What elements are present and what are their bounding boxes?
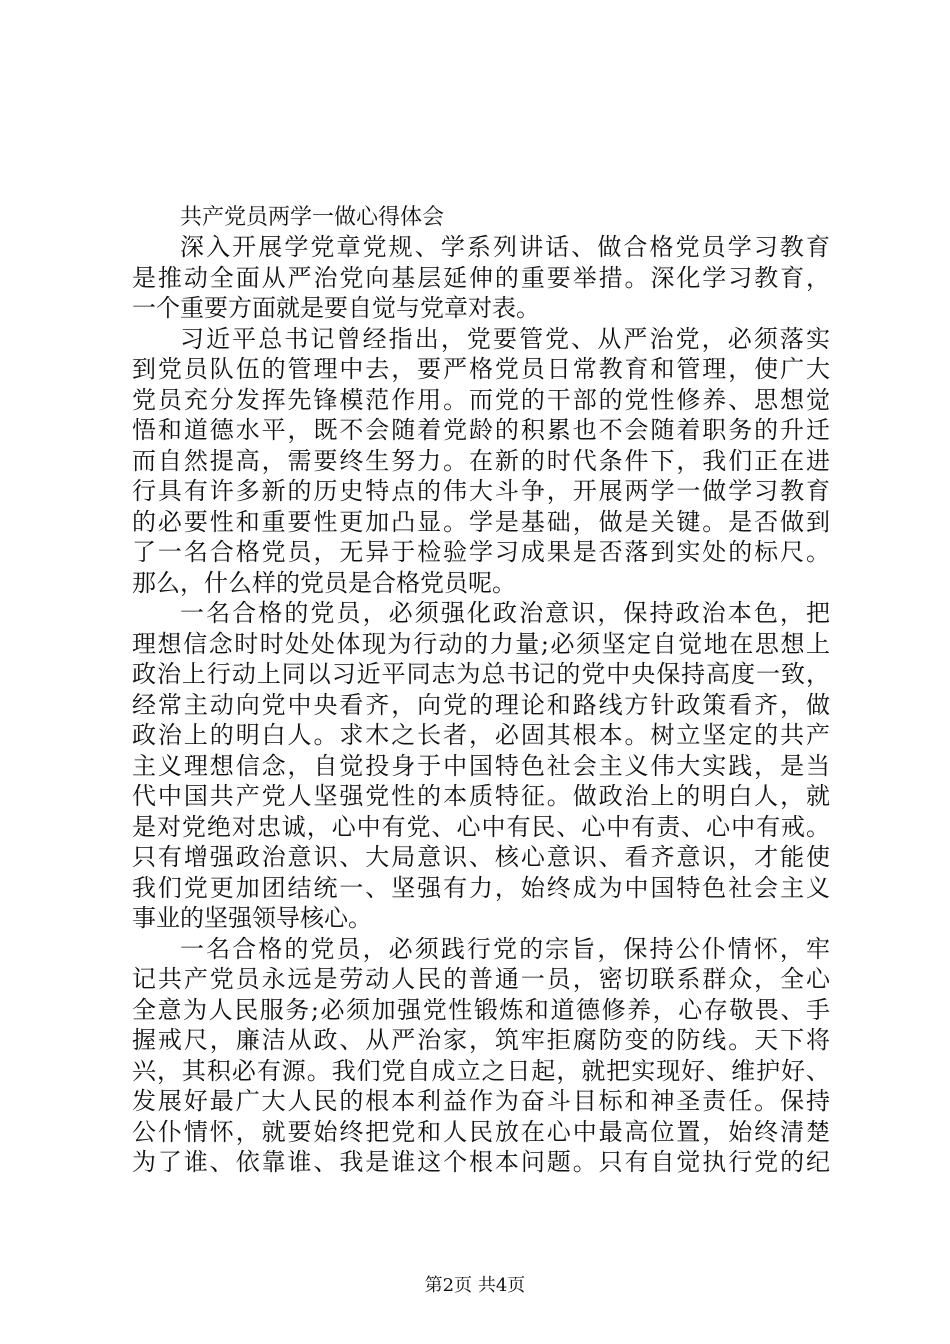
text-line: 党员充分发挥先锋模范作用。而党的干部的党性修养、思想觉 — [132, 385, 830, 414]
text-line: 我们党更加团结统一、坚强有力，始终成为中国特色社会主义 — [132, 873, 830, 902]
document-body — [132, 204, 830, 1178]
text-line: 的必要性和重要性更加凸显。学是基础，做是关键。是否做到 — [132, 507, 830, 536]
text-line: 政治上行动上同以习近平同志为总书记的党中央保持高度一致， — [132, 660, 830, 688]
text-line: 公仆情怀，就要始终把党和人民放在心中最高位置，始终清楚 — [132, 1117, 830, 1146]
text-line: 握戒尺，廉洁从政、从严治家，筑牢拒腐防变的防线。天下将 — [132, 1026, 830, 1054]
text-line: 理想信念时时处处体现为行动的力量;必须坚定自觉地在思想上 — [132, 629, 830, 658]
paragraph-list — [132, 232, 830, 1178]
text-line: 悟和道德水平，既不会随着党龄的积累也不会随着职务的升迁 — [132, 416, 830, 444]
document-title: 共产党员两学一做心得体会 — [180, 205, 445, 230]
text-line: 经常主动向党中央看齐，向党的理论和路线方针政策看齐，做 — [132, 690, 830, 719]
text-line: 是推动全面从严治党向基层延伸的重要举措。深化学习教育， — [132, 263, 830, 292]
text-line: 主义理想信念，自觉投身于中国特色社会主义伟大实践，是当 — [132, 751, 830, 780]
paragraph — [132, 598, 830, 934]
text-line: 那么，什么样的党员是合格党员呢。 — [132, 568, 516, 597]
text-line: 事业的坚强领导核心。 — [132, 904, 372, 932]
text-line: 发展好最广大人民的根本利益作为奋斗目标和神圣责任。保持 — [132, 1087, 830, 1115]
text-line: 为了谁、依靠谁、我是谁这个根本问题。只有自觉执行党的纪 — [132, 1148, 830, 1176]
text-line: 了一名合格党员，无异于检验学习成果是否落到实处的标尺。 — [132, 538, 830, 566]
text-line: 全意为人民服务;必须加强党性锻炼和道德修养，心存敬畏、手 — [132, 995, 830, 1024]
text-line: 行具有许多新的历史特点的伟大斗争，开展两学一做学习教育 — [132, 477, 830, 505]
page-footer: 第2页 共4页 — [424, 1275, 526, 1296]
paragraph — [132, 934, 830, 1178]
text-line: 到党员队伍的管理中去，要严格党员日常教育和管理，使广大 — [132, 355, 830, 383]
text-line: 只有增强政治意识、大局意识、核心意识、看齐意识，才能使 — [132, 843, 830, 871]
text-line: 深入开展学党章党规、学系列讲话、做合格党员学习教育 — [180, 233, 830, 261]
text-line: 而自然提高，需要终生努力。在新的时代条件下，我们正在进 — [132, 446, 830, 475]
text-line: 代中国共产党人坚强党性的本质特征。做政治上的明白人，就 — [132, 782, 830, 810]
text-line: 兴，其积必有源。我们党自成立之日起，就把实现好、维护好、 — [132, 1056, 830, 1085]
text-line: 记共产党员永远是劳动人民的普通一员，密切联系群众，全心 — [132, 965, 830, 993]
paragraph — [132, 324, 830, 599]
text-line: 习近平总书记曾经指出，党要管党、从严治党，必须落实 — [180, 324, 830, 353]
text-line: 一名合格的党员，必须强化政治意识，保持政治本色，把 — [180, 599, 830, 627]
text-line: 一名合格的党员，必须践行党的宗旨，保持公仆情怀，牢 — [180, 934, 830, 963]
paragraph — [132, 232, 830, 324]
text-line: 一个重要方面就是要自觉与党章对表。 — [132, 294, 540, 322]
text-line: 政治上的明白人。求木之长者，必固其根本。树立坚定的共产 — [132, 721, 830, 749]
text-line: 是对党绝对忠诚，心中有党、心中有民、心中有责、心中有戒。 — [132, 812, 830, 841]
